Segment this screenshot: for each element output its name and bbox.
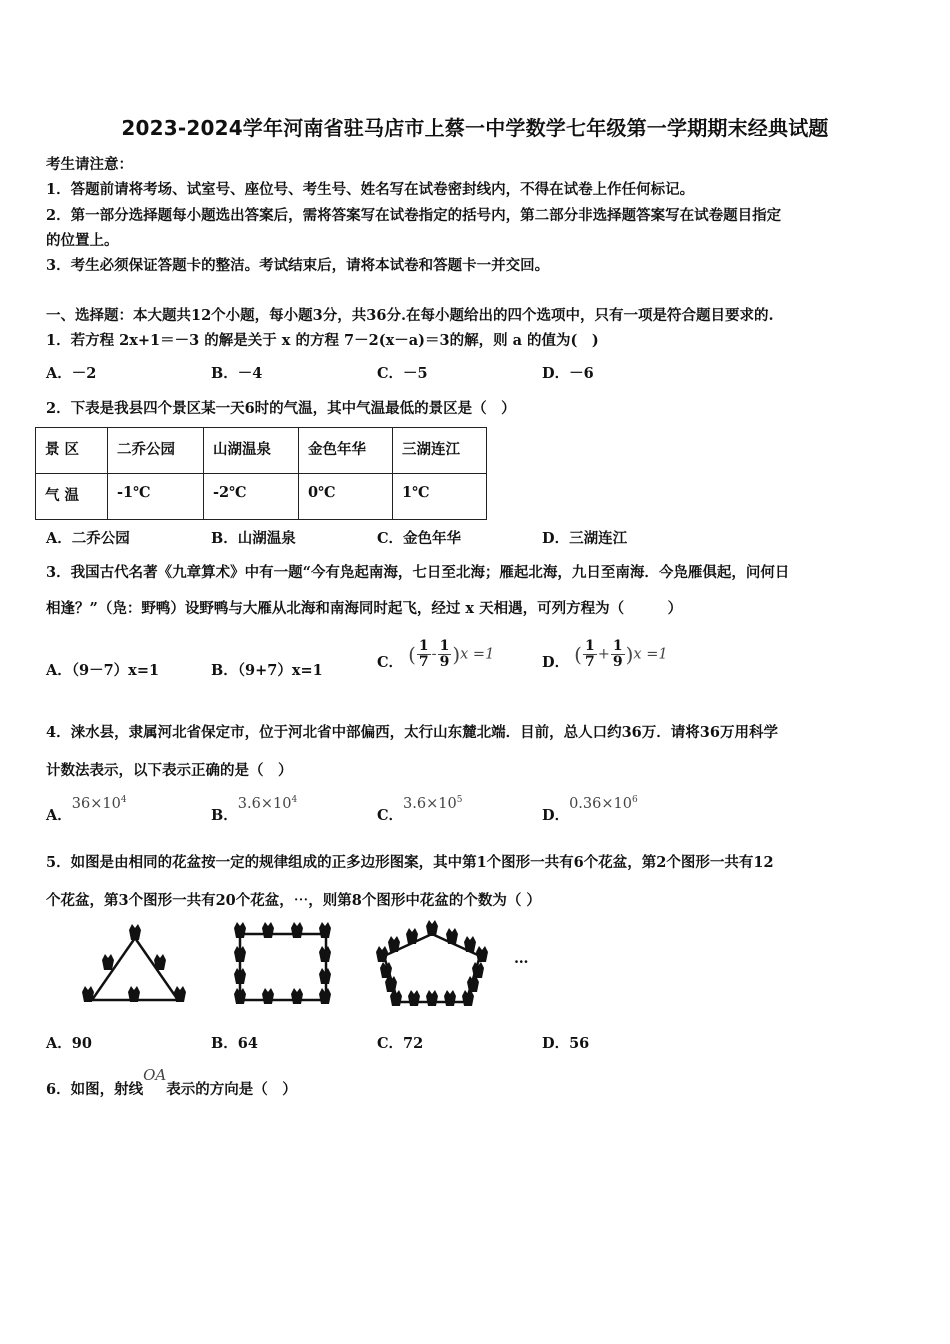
flowerpot-icon xyxy=(82,986,94,1002)
sci-base: 36×10 xyxy=(71,796,121,812)
fraction xyxy=(611,639,625,670)
table-cell: 金色年华 xyxy=(299,428,393,474)
q5-option-c[interactable]: C．72 xyxy=(377,1035,424,1052)
q4-stem-2: 计数法表示，以下表示正确的是（ ） xyxy=(46,762,293,779)
flowerpot-icon xyxy=(464,936,476,952)
sci-base: 3.6×10 xyxy=(237,796,292,812)
flowerpot-icon xyxy=(406,928,418,944)
table-cell: -2℃ xyxy=(204,474,299,520)
table-cell: 二乔公园 xyxy=(108,428,204,474)
table-row xyxy=(36,474,487,520)
page-title: 2023-2024学年河南省驻马店市上蔡一中学数学七年级第一学期期末经典试题 xyxy=(121,116,829,140)
flowerpot-icon xyxy=(262,988,274,1004)
sci-notation xyxy=(569,796,638,812)
q4-option-a-label: A． xyxy=(46,807,72,824)
q2-option-a[interactable]: A．二乔公园 xyxy=(46,530,130,547)
flowerpot-icon xyxy=(291,988,303,1004)
flowerpot-icon xyxy=(426,920,438,936)
sci-notation xyxy=(403,796,462,812)
operator: + xyxy=(597,646,610,663)
flowerpot-icon xyxy=(128,986,140,1002)
q4-option-d-label: D． xyxy=(542,807,570,824)
table-row xyxy=(36,428,487,474)
notice-item-1: 1．答题前请将考场、试室号、座位号、考生号、姓名写在试卷密封线内，不得在试卷上作任何标记。 xyxy=(46,181,695,198)
flowerpot-icon xyxy=(154,954,166,970)
flowerpot-icon xyxy=(444,990,456,1006)
q5-option-b[interactable]: B．64 xyxy=(211,1035,258,1052)
q5-stem-2: 个花盆，第3个图形一共有20个花盆，⋯，则第8个图形中花盆的个数为（ ） xyxy=(46,892,541,909)
flowerpot-icon xyxy=(476,946,488,962)
q1-option-b[interactable]: B．－4 xyxy=(211,365,263,382)
flowerpot-icon xyxy=(426,990,438,1006)
fraction-denominator: 9 xyxy=(439,654,450,670)
pattern-ellipsis: … xyxy=(514,950,529,967)
fraction-denominator: 7 xyxy=(418,654,429,670)
flowerpot-icon xyxy=(388,936,400,952)
q2-option-c[interactable]: C．金色年华 xyxy=(377,530,462,547)
flowerpot-icon xyxy=(376,946,388,962)
q4-option-c-label: C． xyxy=(377,807,404,824)
fraction-numerator: 1 xyxy=(439,638,450,654)
table-cell: 三湖连江 xyxy=(393,428,487,474)
q1-option-c[interactable]: C．－5 xyxy=(377,365,428,382)
q5-stem-1: 5．如图是由相同的花盆按一定的规律组成的正多边形图案，其中第1个图形一共有6个花盆，第2个图形一共有12 xyxy=(46,854,774,871)
right-paren: ) xyxy=(452,642,461,667)
flowerpot-icon xyxy=(102,954,114,970)
sci-base: 0.36×10 xyxy=(569,796,632,812)
q4-stem-1: 4．涞水县，隶属河北省保定市，位于河北省中部偏西，太行山东麓北端．目前，总人口约36万．请将36万用科学 xyxy=(46,724,778,741)
q3-option-c-label: C． xyxy=(377,654,404,671)
pattern-figure-3 xyxy=(372,920,492,1012)
equation-tail: x =1 xyxy=(633,646,668,663)
fraction-numerator: 1 xyxy=(612,638,623,654)
flowerpot-icon xyxy=(234,922,246,938)
flowerpot-icon xyxy=(291,922,303,938)
pattern-figure-2 xyxy=(228,922,338,1008)
table-cell: 山湖温泉 xyxy=(204,428,299,474)
sci-notation xyxy=(72,796,127,812)
flowerpot-icon xyxy=(408,990,420,1006)
sci-notation xyxy=(238,796,297,812)
q4-option-b-label: B． xyxy=(211,807,238,824)
q1-option-d[interactable]: D．－6 xyxy=(542,365,594,382)
pattern-figure-1 xyxy=(80,922,190,1008)
q5-option-a[interactable]: A．90 xyxy=(46,1035,92,1052)
fraction-numerator: 1 xyxy=(584,638,595,654)
notice-item-3: 3．考生必须保证答题卡的整洁。考试结束后，请将本试卷和答题卡一并交回。 xyxy=(46,257,550,274)
flowerpot-icon xyxy=(129,924,141,940)
q6-prefix: 6．如图，射线 xyxy=(46,1081,144,1098)
left-paren: ( xyxy=(408,642,416,667)
notice-item-2: 2．第一部分选择题每小题选出答案后，需将答案写在试卷指定的括号内，第二部分非选择题答案写在试卷题目指定 xyxy=(46,207,782,224)
table-cell: 气 温 xyxy=(36,474,108,520)
q3-option-a[interactable]: A．（9－7）x=1 xyxy=(46,662,160,679)
q2-option-d[interactable]: D．三湖连江 xyxy=(542,530,628,547)
q4-option-c[interactable] xyxy=(377,792,463,824)
fraction xyxy=(417,639,431,670)
q3-stem-1: 3．我国古代名著《九章算术》中有一题“今有凫起南海，七日至北海；雁起北海，九日至南海．今凫雁俱起，问何日 xyxy=(46,564,790,581)
q4-option-a[interactable] xyxy=(46,792,127,824)
section-heading: 一、选择题：本大题共12个小题，每小题3分，共36分.在每小题给出的四个选项中，只有一项是符合题目要求的. xyxy=(46,307,774,324)
q3-option-d-label: D． xyxy=(542,654,570,671)
equation-tail: x =1 xyxy=(460,646,495,663)
notice-item-2-cont: 的位置上。 xyxy=(46,232,119,249)
q3-option-b[interactable]: B．（9+7）x=1 xyxy=(211,662,323,679)
q2-stem: 2．下表是我县四个景区某一天6时的气温，其中气温最低的景区是（ ） xyxy=(46,400,516,417)
sci-exponent: 4 xyxy=(291,795,298,806)
sci-exponent: 4 xyxy=(120,795,127,806)
q1-stem: 1．若方程 2x+1＝－3 的解是关于 x 的方程 7－2(x－a)＝3的解，则 a 的值为( ) xyxy=(46,332,599,349)
temperature-table xyxy=(35,427,487,520)
sci-base: 3.6×10 xyxy=(403,796,457,812)
q4-option-d[interactable] xyxy=(542,792,638,824)
table-cell: 1℃ xyxy=(393,474,487,520)
fraction xyxy=(583,639,597,670)
ray-label: OA xyxy=(143,1066,167,1084)
q2-option-b[interactable]: B．山湖温泉 xyxy=(211,530,296,547)
table-cell: 景 区 xyxy=(36,428,108,474)
flowerpot-icon xyxy=(446,928,458,944)
operator: - xyxy=(431,646,437,663)
flowerpot-icon xyxy=(262,922,274,938)
q4-option-b[interactable] xyxy=(211,792,298,824)
fraction-denominator: 7 xyxy=(584,654,595,670)
flowerpot-icon xyxy=(174,986,186,1002)
q3-stem-2: 相逢？”（凫：野鸭）设野鸭与大雁从北海和南海同时起飞，经过 x 天相遇，可列方程为（ ） xyxy=(46,600,683,617)
q5-option-d[interactable]: D．56 xyxy=(542,1035,590,1052)
right-paren: ) xyxy=(625,642,634,667)
notice-heading: 考生请注意： xyxy=(46,156,133,173)
q6-suffix: 表示的方向是（ ） xyxy=(166,1081,297,1098)
q6-stem xyxy=(46,1064,297,1100)
q3-option-d[interactable] xyxy=(542,637,668,672)
q3-option-c[interactable] xyxy=(377,637,494,672)
fraction xyxy=(438,639,452,670)
table-cell: 0℃ xyxy=(299,474,393,520)
fraction-numerator: 1 xyxy=(418,638,429,654)
left-paren: ( xyxy=(574,642,582,667)
sci-exponent: 5 xyxy=(456,795,463,806)
flowerpot-icon xyxy=(319,922,331,938)
sci-exponent: 6 xyxy=(631,795,638,806)
fraction-denominator: 9 xyxy=(612,654,623,670)
q1-option-a[interactable]: A．－2 xyxy=(46,365,97,382)
table-cell: -1℃ xyxy=(108,474,204,520)
